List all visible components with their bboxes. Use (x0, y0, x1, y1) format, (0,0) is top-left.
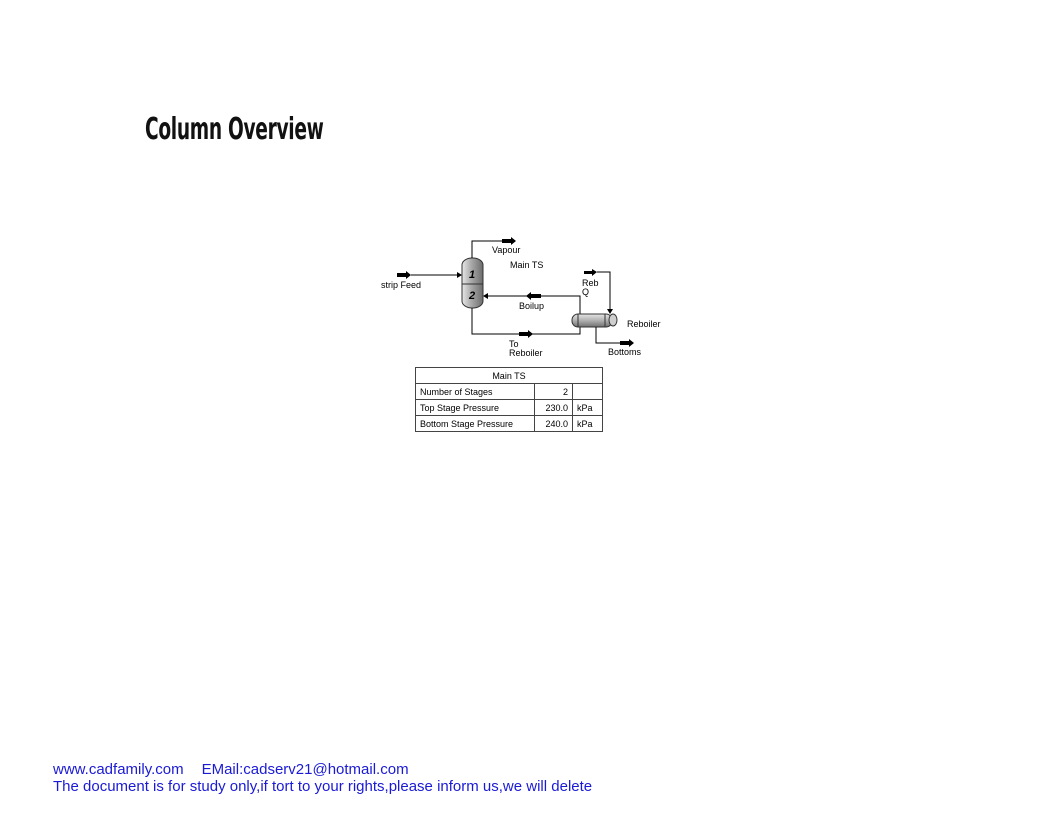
website-link[interactable]: www.cadfamily.com (53, 761, 184, 778)
vapour-label: Vapour (492, 245, 521, 255)
reb-q-arrow-icon (584, 269, 597, 276)
table-cell-value: 2 (535, 384, 573, 400)
column-summary-table (415, 367, 603, 432)
to-reboiler-label-line1: To (509, 339, 519, 349)
table-row (416, 400, 603, 416)
table-cell-label: Number of Stages (416, 384, 535, 400)
page-title: Column Overview (145, 112, 324, 147)
table-cell-label: Bottom Stage Pressure (416, 416, 535, 432)
table-cell-value: 230.0 (535, 400, 573, 416)
column-name-label: Main TS (510, 260, 544, 270)
table-header: Main TS (416, 368, 603, 384)
reb-q-inlet-arrow-icon (607, 309, 613, 314)
boilup-inlet-arrow-icon (483, 293, 488, 299)
footer-contact-line (53, 761, 592, 778)
bottoms-stream[interactable] (596, 327, 620, 343)
column-vessel[interactable] (462, 258, 483, 308)
footer (53, 761, 592, 795)
feed-arrow-icon (397, 271, 411, 279)
table-cell-value: 240.0 (535, 416, 573, 432)
feed-label: strip Feed (381, 280, 422, 290)
footer-notice: The document is for study only,if tort to your rights,please inform us,we will delete (53, 778, 593, 795)
reboiler-label: Reboiler (627, 319, 661, 329)
bottoms-label: Bottoms (608, 347, 642, 357)
table-header-row (416, 368, 603, 384)
feed-inlet-arrow-icon (457, 272, 462, 278)
table-cell-label: Top Stage Pressure (416, 400, 535, 416)
email-link[interactable]: EMail:cadserv21@hotmail.com (201, 761, 409, 778)
table-row (416, 416, 603, 432)
table-cell-unit: kPa (573, 400, 603, 416)
table-cell-unit (573, 384, 603, 400)
stage-2-label: 2 (469, 290, 476, 302)
to-reboiler-label-line2: Reboiler (509, 348, 543, 358)
boilup-arrow-icon (526, 292, 541, 300)
reb-q-label-line2: Q (582, 287, 590, 297)
reb-q-label-line1: Reb (582, 278, 599, 288)
reboiler-exchanger[interactable] (572, 314, 617, 327)
boilup-label: Boilup (519, 301, 545, 311)
table-row (416, 384, 603, 400)
to-reboiler-arrow-icon (519, 330, 533, 338)
bottoms-arrow-icon (620, 339, 634, 347)
vapour-arrow-icon (502, 237, 516, 245)
to-reboiler-stream[interactable] (472, 308, 580, 334)
reb-q-energy-stream[interactable] (597, 272, 610, 309)
table-cell-unit: kPa (573, 416, 603, 432)
stage-1-label: 1 (469, 269, 476, 281)
